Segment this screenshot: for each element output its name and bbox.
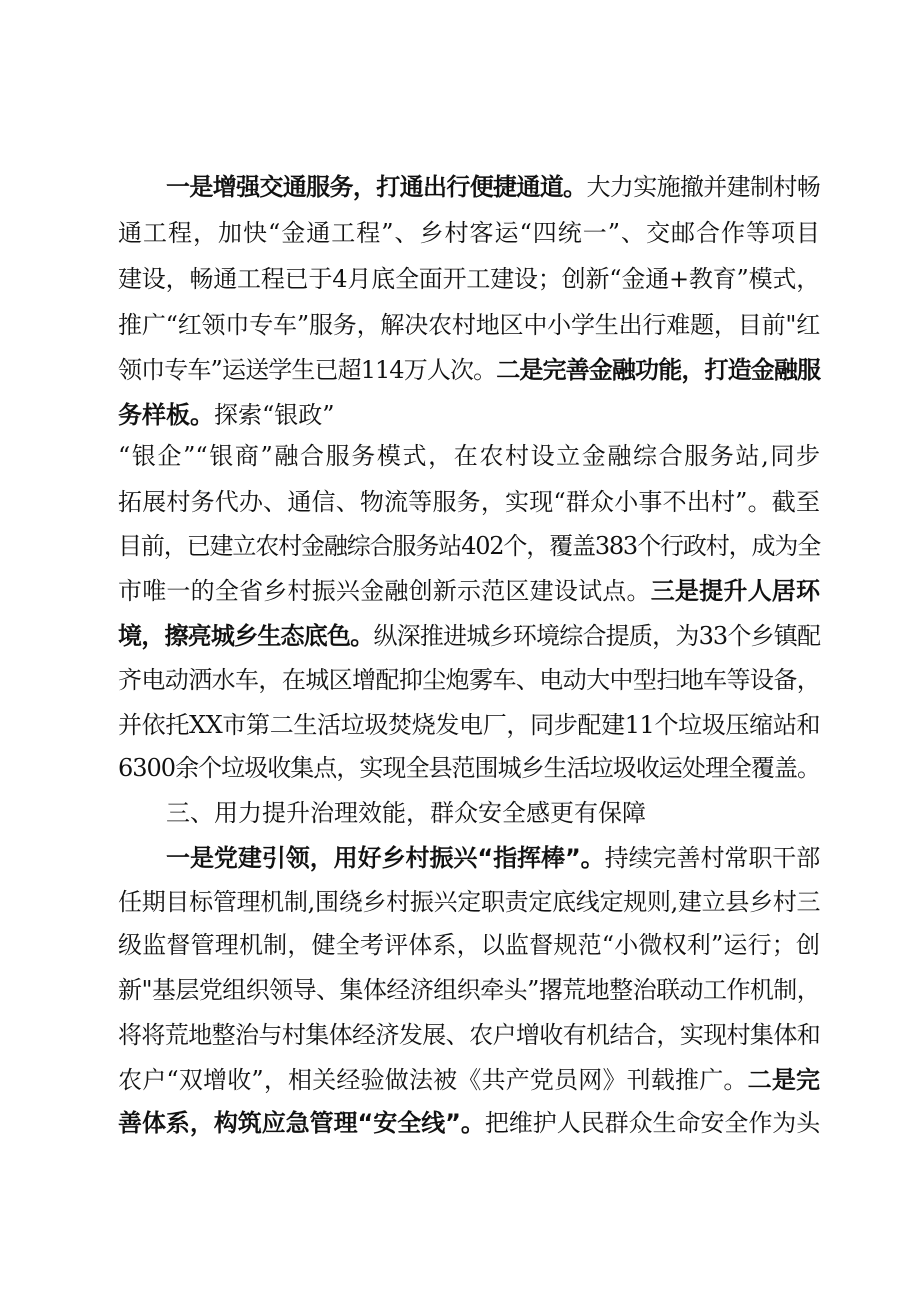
paragraph-line — [118, 616, 820, 656]
bold-heading-run: 三是提升人居环 — [650, 577, 821, 605]
paragraph-line — [118, 436, 820, 476]
text-run: 齐电动洒水车，在城区增配抑尘炮雾车、电动大中型扫地车等设备， — [118, 666, 820, 694]
section-heading — [166, 793, 820, 833]
bold-heading-run: 一是增强交通服务，打通出行便捷通道。 — [166, 173, 587, 201]
text-run: 建设，畅通工程已于4月底全面开工建设；创新“金通+教育”模式， — [118, 265, 820, 293]
paragraph-line — [118, 259, 820, 299]
text-run: 农户“双增收”，相关经验做法被《共产党员网》刊载推广。 — [118, 1066, 748, 1094]
paragraph-line — [118, 705, 820, 745]
paragraph-line — [166, 167, 820, 207]
paragraph-line — [118, 1103, 820, 1143]
paragraph-line — [118, 213, 820, 253]
text-run: 6300余个垃圾收集点，实现全县范围城乡生活垃圾收运处理全覆盖。 — [118, 754, 820, 782]
paragraph-line — [118, 925, 820, 965]
paragraph-line — [118, 482, 820, 522]
text-run: 新"基层党组织领导、集体经济组织牵头”撂荒地整治联动工作机制， — [118, 976, 820, 1004]
paragraph-line — [118, 1060, 820, 1100]
paragraph-line — [118, 748, 820, 788]
bold-heading-run: 一是党建引领，用好乡村振兴“指挥棒”。 — [166, 844, 605, 872]
text-run: 三、用力提升治理效能，群众安全感更有保障 — [166, 799, 646, 827]
text-run: “银企”“银商”融合服务模式，在农村设立金融综合服务站,同步 — [118, 442, 820, 470]
text-run: 探索“银政” — [214, 401, 335, 429]
bold-heading-run: 境，擦亮城乡生态底色。 — [118, 622, 374, 650]
text-run: 大力实施撤并建制村畅 — [586, 173, 820, 201]
paragraph-line — [118, 395, 820, 435]
paragraph-line — [118, 350, 820, 390]
text-run: 目前，已建立农村金融综合服务站402个，覆盖383个行政村，成为全 — [118, 532, 820, 560]
text-run: 任期目标管理机制,围绕乡村振兴定职责定底线定规则,建立县乡村三 — [118, 888, 820, 916]
paragraph-line — [118, 882, 820, 922]
text-run: 持续完善村常职干部 — [604, 844, 821, 872]
bold-heading-run: 二是完 — [747, 1066, 821, 1094]
paragraph-line — [118, 1015, 820, 1055]
text-run: 纵深推进城乡环境综合提质，为33个乡镇配 — [373, 622, 820, 650]
paragraph-line — [118, 526, 820, 566]
paragraph-line — [118, 305, 820, 345]
text-run: 级监督管理机制，健全考评体系，以监督规范“小微权利”运行；创 — [118, 931, 820, 959]
text-run: 把维护人民群众生命安全作为头 — [484, 1109, 821, 1137]
bold-heading-run: 二是完善金融功能，打造金融服 — [496, 356, 821, 384]
text-run: 拓展村务代办、通信、物流等服务，实现“群众小事不出村”。截至 — [118, 488, 820, 516]
text-run: 并依托XX市第二生活垃圾焚烧发电厂，同步配建11个垃圾压缩站和 — [118, 711, 820, 739]
text-run: 市唯一的全省乡村振兴金融创新示范区建设试点。 — [118, 577, 651, 605]
bold-heading-run: 务样板。 — [118, 401, 214, 429]
text-run: 将将荒地整治与村集体经济发展、农户增收有机结合，实现村集体和 — [118, 1021, 820, 1049]
text-run: 领巾专车”运送学生已超114万人次。 — [118, 356, 497, 384]
text-run: 通工程，加快“金通工程”、乡村客运“四统一”、交邮合作等项目 — [118, 219, 820, 247]
bold-heading-run: 善体系，构筑应急管理“安全线”。 — [118, 1109, 485, 1137]
paragraph-line — [118, 571, 820, 611]
paragraph-line — [118, 970, 820, 1010]
paragraph-line — [166, 838, 820, 878]
text-run: 推广“红领巾专车”服务，解决农村地区中小学生出行难题，目前"红 — [118, 311, 820, 339]
paragraph-line — [118, 660, 820, 700]
